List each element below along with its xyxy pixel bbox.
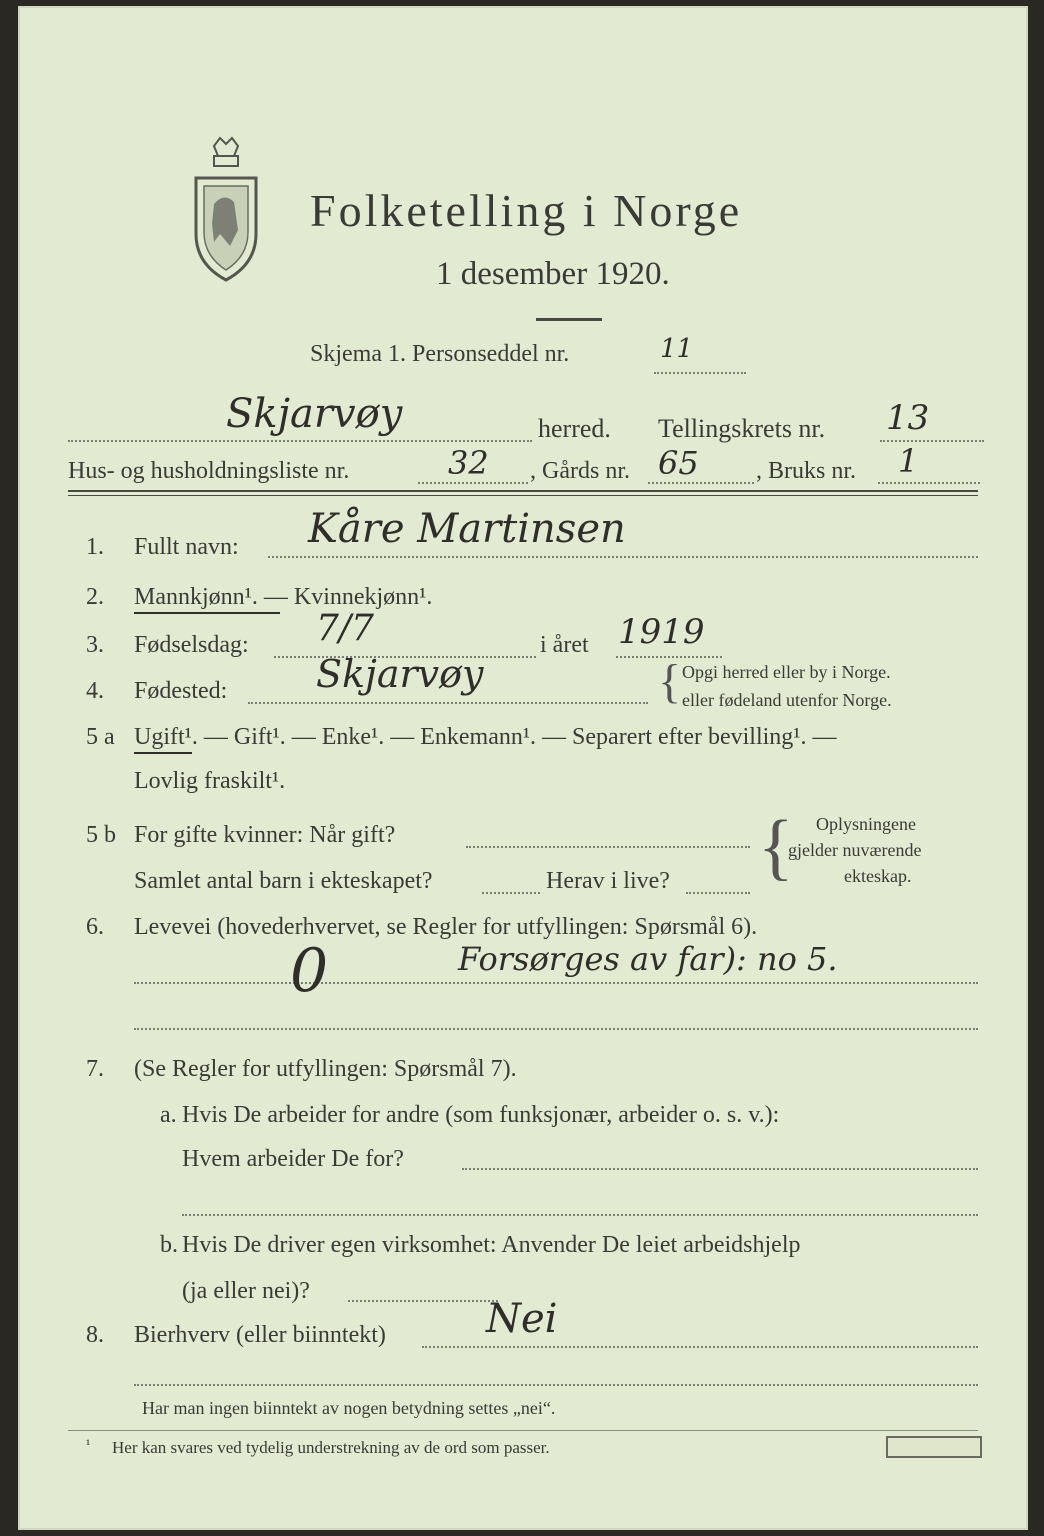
- q2-number: 2.: [86, 584, 104, 610]
- q4-label: Fødested:: [134, 678, 228, 704]
- q7b-line-1: Hvis De driver egen virksomhet: Anvender De leiet arbeidshjelp: [182, 1232, 801, 1258]
- title-divider: [536, 318, 602, 321]
- q8-value[interactable]: Nei: [486, 1296, 558, 1342]
- q1-value[interactable]: Kåre Martinsen: [308, 506, 626, 552]
- q6-mark: 0: [290, 936, 329, 1006]
- q5b-note-3: ekteskap.: [844, 866, 912, 886]
- q6-field-line-1: [134, 982, 978, 984]
- hus-label: Hus- og husholdningsliste nr.: [68, 458, 350, 484]
- coat-of-arms-icon: [184, 134, 268, 284]
- herred-value[interactable]: Skjarvøy: [226, 391, 403, 437]
- q3-label: Fødselsdag:: [134, 632, 249, 658]
- q4-note-2: eller fødeland utenfor Norge.: [682, 690, 892, 710]
- q6-number: 6.: [86, 914, 104, 940]
- form-date: 1 desember 1920.: [436, 256, 670, 292]
- q6-field-line-2: [134, 1028, 978, 1030]
- q7-number: 7.: [86, 1056, 104, 1082]
- q4-brace: {: [658, 655, 682, 708]
- q7b-field-line: [348, 1300, 498, 1302]
- q5a-line-1: Ugift¹. — Gift¹. — Enke¹. — Enkemann¹. — Separert efter bevilling¹. —: [134, 724, 837, 750]
- q6-value[interactable]: Forsørges av far): no 5.: [458, 940, 838, 978]
- form-title: Folketelling i Norge: [310, 185, 743, 236]
- herred-label: herred.: [538, 414, 611, 443]
- schema-field-line: [654, 372, 746, 374]
- q5b-line-2a: Samlet antal barn i ekteskapet?: [134, 868, 433, 894]
- bruks-field-line: [878, 482, 980, 484]
- q3-year-label: i året: [540, 632, 589, 658]
- q3-value[interactable]: 7/7: [316, 608, 374, 649]
- q5b-brace: {: [758, 806, 794, 888]
- section-rule-bottom: [68, 495, 978, 496]
- q5b-line-1: For gifte kvinner: Når gift?: [134, 822, 396, 848]
- q4-note-1: Opgi herred eller by i Norge.: [682, 662, 891, 682]
- footnote: Her kan svares ved tydelig understrekning av de ord som passer.: [112, 1438, 550, 1457]
- q5b-line-2b: Herav i live?: [546, 868, 670, 894]
- census-form-page: [18, 6, 1028, 1530]
- q7a-line-1: Hvis De arbeider for andre (som funksjonær, arbeider o. s. v.):: [182, 1102, 780, 1128]
- q7b-line-2: (ja eller nei)?: [182, 1278, 310, 1304]
- q3-year-value[interactable]: 1919: [618, 612, 705, 652]
- printer-stamp: [886, 1436, 982, 1458]
- section-rule-top: [68, 490, 978, 492]
- q4-value[interactable]: Skjarvøy: [316, 652, 484, 696]
- q5a-number: 5 a: [86, 724, 115, 750]
- tellingskrets-value[interactable]: 13: [886, 398, 930, 438]
- q7a-number: a.: [160, 1102, 177, 1128]
- q5b-alive-field-line: [686, 892, 750, 894]
- q6-label: Levevei (hovederhvervet, se Regler for utfyllingen: Spørsmål 6).: [134, 914, 758, 940]
- q3-number: 3.: [86, 632, 104, 658]
- q5b-note-2: gjelder nuværende: [788, 840, 922, 860]
- schema-value[interactable]: 11: [660, 334, 694, 364]
- q7-label: (Se Regler for utfyllingen: Spørsmål 7).: [134, 1056, 517, 1082]
- q8-field-line-2: [134, 1384, 978, 1386]
- q5b-note-1: Oplysningene: [816, 814, 916, 834]
- q5b-number: 5 b: [86, 822, 116, 848]
- herred-field-line: [68, 440, 532, 442]
- bruks-value[interactable]: 1: [898, 442, 919, 480]
- q7b-number: b.: [160, 1232, 178, 1258]
- footer-rule: [68, 1430, 978, 1431]
- q7a-field-line-2: [182, 1214, 978, 1216]
- q5a-ugift-underline: [134, 752, 192, 754]
- q2-mannkjonn-underline: [134, 612, 280, 614]
- hus-value[interactable]: 32: [448, 444, 489, 482]
- q8-label: Bierhverv (eller biinntekt): [134, 1322, 386, 1348]
- q4-number: 4.: [86, 678, 104, 704]
- tellingskrets-label: Tellingskrets nr.: [658, 414, 826, 443]
- gards-value[interactable]: 65: [658, 444, 699, 482]
- q4-field-line: [248, 702, 648, 704]
- q1-number: 1.: [86, 534, 104, 560]
- q7a-field-line-1: [462, 1168, 978, 1170]
- gards-label: , Gårds nr.: [530, 458, 630, 484]
- q5b-married-field-line: [466, 846, 750, 848]
- tellingskrets-field-line: [880, 440, 984, 442]
- hus-field-line: [418, 482, 528, 484]
- q8-field-line: [422, 1346, 978, 1348]
- gards-field-line: [648, 482, 754, 484]
- q5a-line-2: Lovlig fraskilt¹.: [134, 768, 286, 794]
- schema-label: Skjema 1. Personseddel nr.: [310, 341, 570, 367]
- q8-number: 8.: [86, 1322, 104, 1348]
- bruks-label: , Bruks nr.: [756, 458, 857, 484]
- footnote-marker: ¹: [86, 1438, 91, 1453]
- q1-label: Fullt navn:: [134, 534, 239, 560]
- q1-field-line: [268, 556, 978, 558]
- q5b-children-field-line: [482, 892, 540, 894]
- q7a-line-2: Hvem arbeider De for?: [182, 1146, 404, 1172]
- q2-label: Mannkjønn¹. — Kvinnekjønn¹.: [134, 584, 433, 610]
- footer-note: Har man ingen biinntekt av nogen betydning settes „nei“.: [142, 1398, 556, 1418]
